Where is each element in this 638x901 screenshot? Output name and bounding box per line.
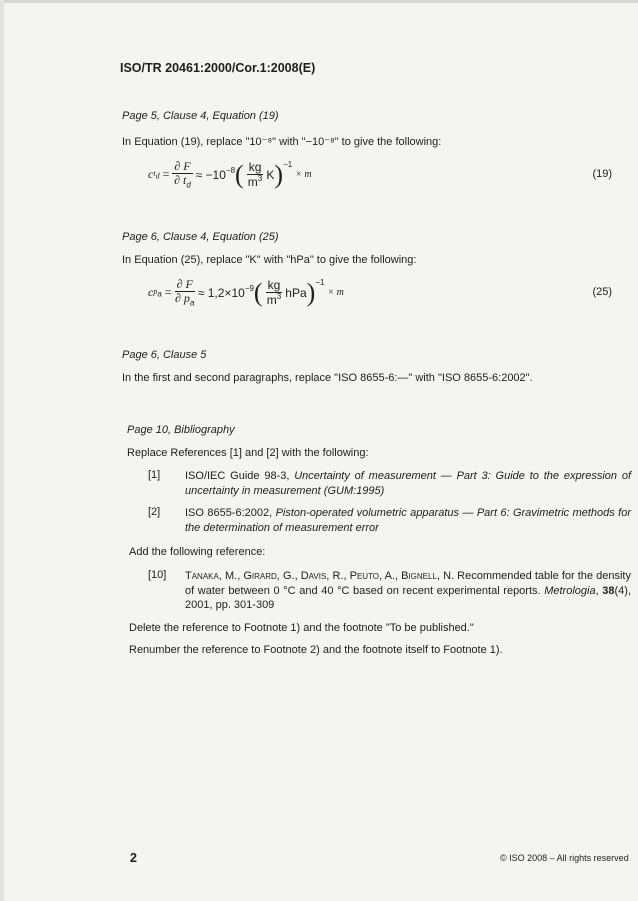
equation-19: c $t_d$ = $\frac{\partial F}{\partial t_d}$ ≈ −10 $^{-8}$ ( $\frac{kg}{m^3}$ K ) $^{-1}$ × m [148,159,312,189]
eq-unit: $\frac{kg}{m^3}$ [266,278,282,307]
reference-label: [1] [148,469,161,481]
copyright: © ISO 2008 – All rights reserved [500,853,629,863]
scan-edge-left [0,0,4,901]
section-heading: Page 6, Clause 5 [122,349,207,361]
eq-coefficient: ≈ 1,2×10 [197,285,245,300]
equation-25: c $p_a$ = $\frac{\partial F}{\partial p_a}$ ≈ 1,2×10 $^{-9}$ ( $\frac{kg}{m^3}$ hPa ) $^{-1}$ × m [148,277,344,307]
page-number: 2 [130,851,137,865]
footnote-instruction: Delete the reference to Footnote 1) and the footnote "To be published." [129,622,474,634]
reference-label: [2] [148,506,161,518]
reference-label: [10] [148,569,167,581]
eq-derivative: $\frac{\partial F}{\partial p_a}$ [175,277,195,307]
equation-number: (19) [592,168,612,180]
reference-text: ISO/IEC Guide 98-3, Uncertainty of measurement — Part 3: Guide to the expression of uncertainty in measurement (GUM:1995) [185,470,632,497]
eq-lhs-sub: $t_d$ [153,168,160,181]
section-heading: Page 5, Clause 4, Equation (19) [122,110,279,122]
add-reference-intro: Add the following reference: [129,546,266,558]
section-instruction: In the first and second paragraphs, replace "ISO 8655-6:—" with "ISO 8655-6:2002". [122,372,533,384]
eq-lhs: c [148,285,154,300]
section-heading: Page 6, Clause 4, Equation (25) [122,231,279,243]
eq-derivative: $\frac{\partial F}{\partial t_d}$ [174,159,191,189]
reference-item [148,506,631,535]
eq-coefficient: ≈ −10 [195,167,226,182]
reference-item [148,469,631,498]
reference-text: Tanaka, M., Girard, G., Davis, R., Peuto, A., Bignell, N. Recommended table for the density of water between 0 °C and 40 °C based on recent experimental reports. Metrologia, 38(4), 2001, pp. 301-309 [185,570,631,611]
eq-lhs-sub: $p_a$ [153,286,162,299]
document-title: ISO/TR 20461:2000/Cor.1:2008(E) [120,61,316,75]
footnote-instruction: Renumber the reference to Footnote 2) and the footnote itself to Footnote 1). [129,644,503,656]
eq-unit: $\frac{kg}{m^3}$ [247,160,263,189]
equation-number: (25) [592,286,612,298]
eq-lhs: c [148,167,154,182]
reference-text: ISO 8655-6:2002, Piston-operated volumetric apparatus — Part 6: Gravimetric methods for the determination of measurement error [185,507,631,534]
section-heading: Page 10, Bibliography [127,424,235,436]
section-instruction: Replace References [1] and [2] with the following: [127,447,369,459]
section-instruction: In Equation (25), replace "K" with "hPa" to give the following: [122,254,417,266]
section-instruction: In Equation (19), replace "10⁻⁸" with "−10⁻⁸" to give the following: [122,136,442,148]
reference-item [148,569,631,613]
scan-edge-top [0,0,638,3]
